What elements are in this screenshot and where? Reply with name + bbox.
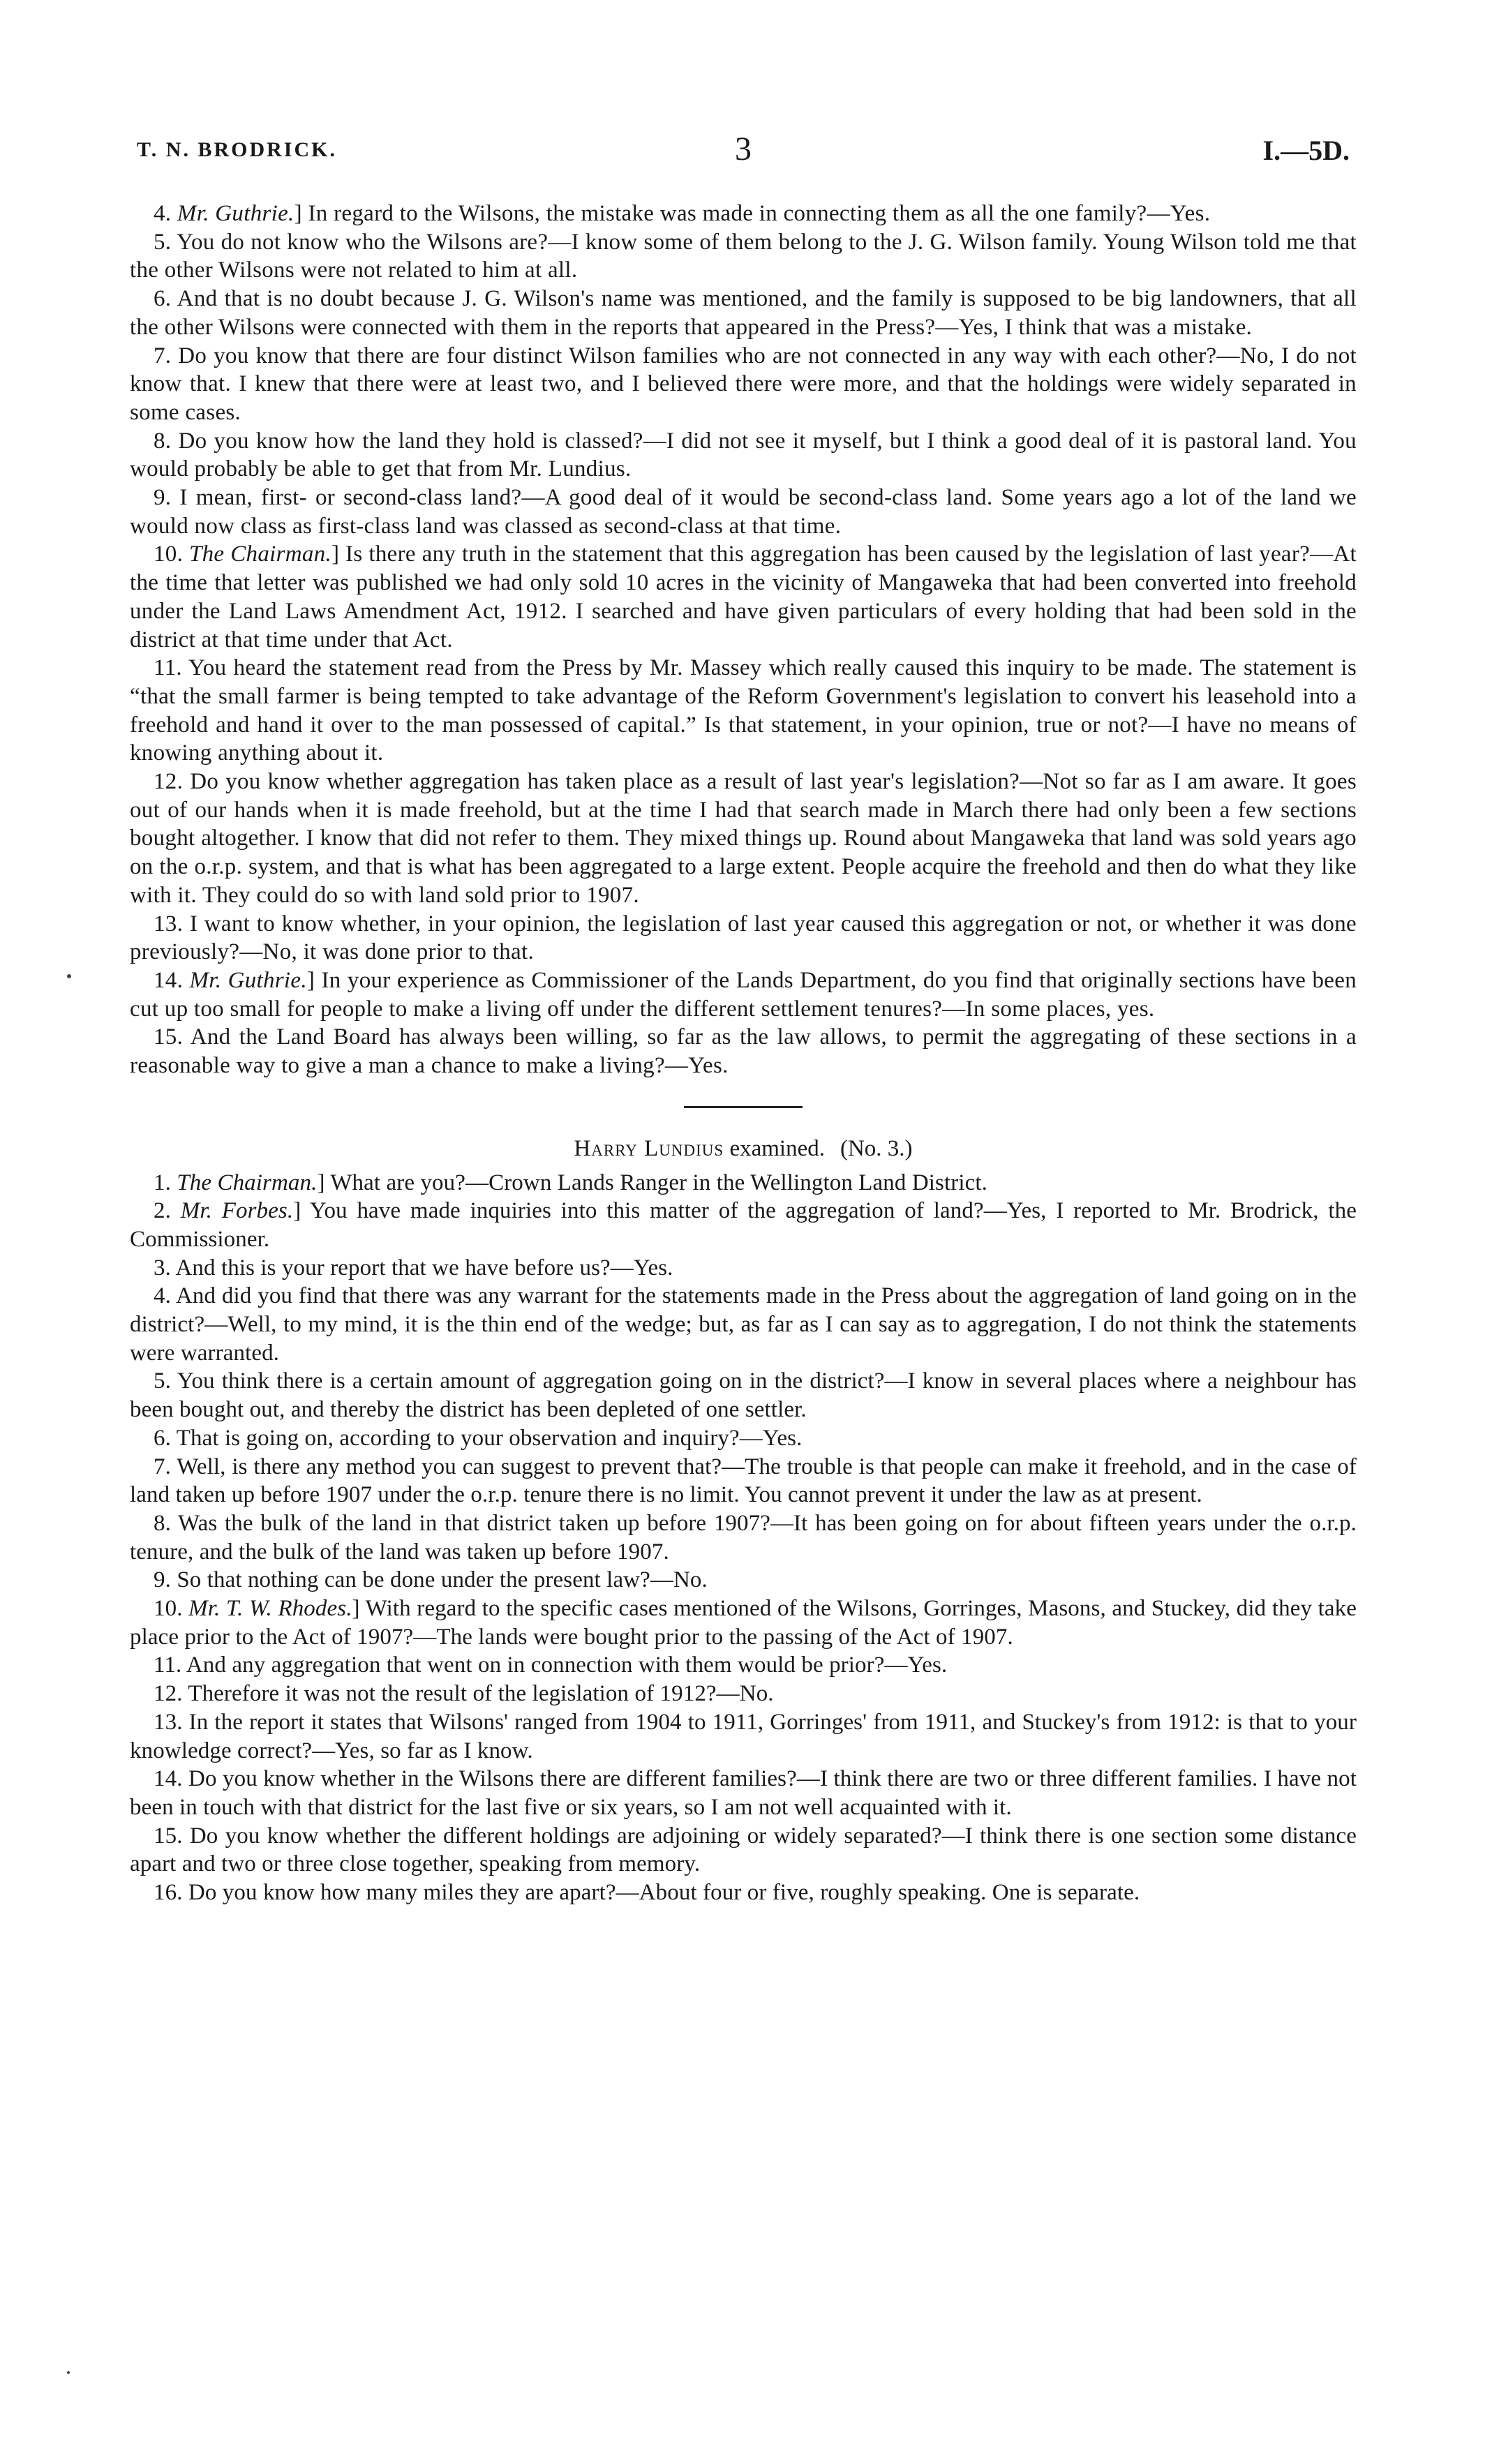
question-paragraph: 10. The Chairman.] Is there any truth in the statement that this aggregation has been caused by the legislation of last year?—At the time that letter was published we had only sold 10 acres in the vicinity of Mangaweka that had been converted into freehold under the Land Laws Amendment Act, 1912. I searched and have given particulars of every holding that had been sold in the district at that time under that Act. <box>130 542 1357 652</box>
question-paragraph: 11. And any aggregation that went on in connection with them would be prior?—Yes. <box>154 1652 948 1678</box>
witness-heading <box>130 1135 1357 1163</box>
question-paragraph: 13. In the report it states that Wilsons' ranged from 1904 to 1911, Gorringes' from 1911, and Stuckey's from 1912: is that to your knowledge correct?—Yes, so far as I know. <box>130 1709 1357 1763</box>
question-paragraph: 5. You do not know who the Wilsons are?—I know some of them belong to the J. G. Wilson family. Young Wilson told me that the other Wilsons were not related to him at all. <box>130 229 1357 283</box>
witness-examined: examined. <box>729 1135 825 1161</box>
question-paragraph: 6. That is going on, according to your observation and inquiry?—Yes. <box>154 1425 803 1451</box>
question-paragraph: 4. Mr. Guthrie.] In regard to the Wilsons, the mistake was made in connecting them as all the one family?—Yes. <box>154 201 1211 226</box>
question-paragraph: 15. And the Land Board has always been willing, so far as the law allows, to permit the aggregating of these sections in a reasonable way to give a man a chance to make a living?—Yes. <box>130 1024 1357 1079</box>
question-paragraph: 7. Well, is there any method you can suggest to prevent that?—The trouble is that people can make it freehold, and in the case of land taken up before 1907 under the o.r.p. tenure there is no limit. You cannot prevent it under the law as at present. <box>130 1454 1357 1508</box>
page-number: 3 <box>735 130 752 167</box>
section-divider <box>684 1106 803 1108</box>
question-paragraph: 1. The Chairman.] What are you?—Crown Lands Ranger in the Wellington Land District. <box>154 1170 987 1195</box>
question-paragraph: 9. So that nothing can be done under the present law?—No. <box>154 1567 708 1593</box>
question-paragraph: 2. Mr. Forbes.] You have made inquiries into this matter of the aggregation of land?—Yes, I reported to Mr. Brodrick, the Commissioner. <box>130 1198 1357 1252</box>
question-paragraph: 8. Was the bulk of the land in that district taken up before 1907?—It has been going on for about fifteen years under the o.r.p. tenure, and the bulk of the land was taken up before 1907. <box>130 1510 1357 1565</box>
question-paragraph: 4. And did you find that there was any warrant for the statements made in the Press about the aggregation of land going on in the district?—Well, to my mind, it is the thin end of the wedge; but, as far as I can say as to aggregation, I do not think the statements were warranted. <box>130 1283 1357 1366</box>
question-paragraph: 9. I mean, first- or second-class land?—A good deal of it would be second-class land. Some years ago a lot of the land we would now class as first-class land was classed as second-class at that time. <box>130 485 1357 539</box>
testimony-section-brodrick <box>130 200 1357 1080</box>
margin-speck <box>67 974 71 978</box>
question-paragraph: 5. You think there is a certain amount of aggregation going on in the district?—I know in several places where a neighbour has been bought out, and thereby the district has been depleted of one settler. <box>130 1368 1357 1423</box>
question-paragraph: 8. Do you know how the land they hold is classed?—I did not see it myself, but I think a good deal of it is pastoral land. You would probably be able to get that from Mr. Lundius. <box>130 428 1357 482</box>
question-paragraph: 12. Do you know whether aggregation has taken place as a result of last year's legislation?—Not so far as I am aware. It goes out of our hands when it is made freehold, but at the time I had that search made in March there had only been a few sections bought altogether. I know that did not refer to them. They mixed things up. Round about Mangaweka that land was sold years ago on the o.r.p. system, and that is what has been aggregated to a large extent. People acquire the freehold and then do what they like with it. They could do so with land sold prior to 1907. <box>130 769 1357 908</box>
question-paragraph: 7. Do you know that there are four distinct Wilson families who are not connected in any way with each other?—No, I do not know that. I knew that there were at least two, and I believed there were more, and that the holdings were widely separated in some cases. <box>130 343 1357 425</box>
document-reference: I.—5D. <box>1262 135 1350 166</box>
witness-name: Harry Lundius <box>574 1135 724 1161</box>
question-paragraph: 14. Mr. Guthrie.] In your experience as Commissioner of the Lands Department, do you find that originally sections have been cut up too small for people to make a living off under the different settlement tenures?—In some places, yes. <box>130 967 1357 1022</box>
question-paragraph: 13. I want to know whether, in your opinion, the legislation of last year caused this aggregation or not, or whether it was done previously?—No, it was done prior to that. <box>130 911 1357 965</box>
question-paragraph: 16. Do you know how many miles they are apart?—About four or five, roughly speaking. One is separate. <box>154 1880 1140 1906</box>
question-paragraph: 12. Therefore it was not the result of the legislation of 1912?—No. <box>154 1681 774 1707</box>
question-paragraph: 10. Mr. T. W. Rhodes.] With regard to the specific cases mentioned of the Wilsons, Gorringes, Masons, and Stuckey, did they take place prior to the Act of 1907?—The lands were bought prior to the passing of the Act of 1907. <box>130 1596 1357 1650</box>
margin-speck <box>67 2371 70 2374</box>
page-header <box>137 130 1350 172</box>
witness-number: (No. 3.) <box>840 1135 913 1161</box>
question-paragraph: 11. You heard the statement read from the Press by Mr. Massey which really caused this inquiry to be made. The statement is “that the small farmer is being tempted to take advantage of the Reform Government's legislation to convert his leasehold into a freehold and hand it over to the man possessed of capital.” Is that statement, in your opinion, true or not?—I have no means of knowing anything about it. <box>130 655 1357 766</box>
question-paragraph: 15. Do you know whether the different holdings are adjoining or widely separated?—I think there is one section some distance apart and two or three close together, speaking from memory. <box>130 1823 1357 1877</box>
question-paragraph: 3. And this is your report that we have before us?—Yes. <box>154 1255 673 1280</box>
testimony-section-lundius <box>130 1169 1357 1907</box>
header-author: T. N. BRODRICK. <box>137 138 337 161</box>
question-paragraph: 6. And that is no doubt because J. G. Wilson's name was mentioned, and the family is supposed to be big landowners, that all the other Wilsons were connected with them in the reports that appeared in the Press?—Yes, I think that was a mistake. <box>130 286 1357 340</box>
question-paragraph: 14. Do you know whether in the Wilsons there are different families?—I think there are two or three different families. I have not been in touch with that district for the last five or six years, so I am not well acquainted with it. <box>130 1766 1357 1820</box>
document-body <box>130 200 1357 1907</box>
